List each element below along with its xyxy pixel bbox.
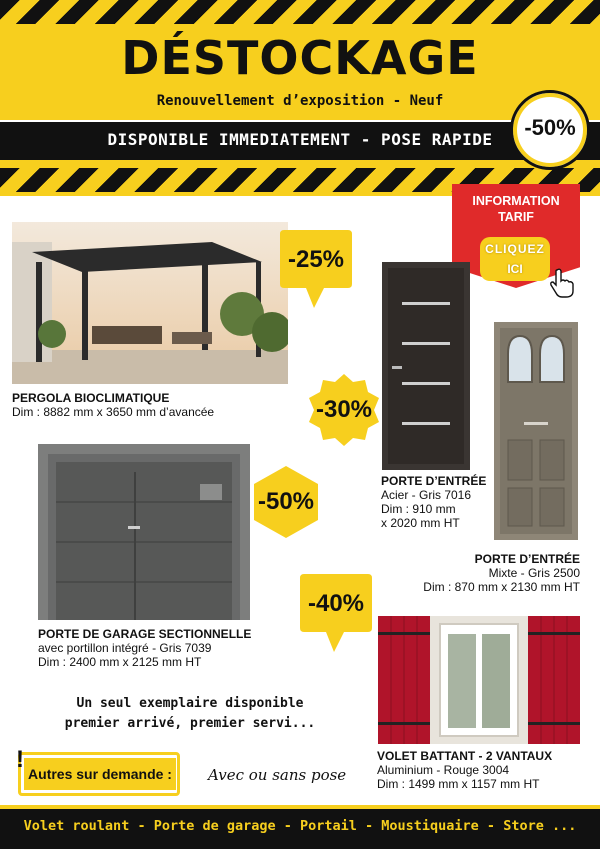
pergola-dims: Dim : 8882 mm x 3650 mm d’avancée (12, 405, 215, 419)
discount-text-garage: -50% (257, 488, 315, 515)
door1-caption (381, 474, 501, 530)
pergola-title: PERGOLA BIOCLIMATIQUE (12, 391, 170, 405)
garage-door-image (38, 444, 250, 620)
door1-material: Acier - Gris 7016 (381, 488, 472, 502)
door2-caption (420, 552, 580, 594)
pose-text: Avec ou sans pose (208, 766, 347, 784)
discount-badge-steel-door (306, 372, 382, 448)
volet-title: VOLET BATTANT - 2 VANTAUX (377, 749, 553, 763)
page-title: DÉSTOCKAGE (121, 31, 479, 85)
main-discount-text: -50% (524, 115, 576, 140)
volet-material: Aluminium - Rouge 3004 (377, 763, 510, 777)
exclamation-icon: ! (16, 746, 24, 773)
availability-text: DISPONIBLE IMMEDIATEMENT - POSE RAPIDE (107, 130, 493, 149)
pointing-hand-icon (548, 268, 574, 298)
info-tarif-line1: INFORMATION (472, 194, 560, 208)
discount-badge-pergola (278, 226, 354, 302)
door2-material: Mixte - Gris 2500 (488, 566, 580, 580)
page-subtitle: Renouvellement d’exposition - Neuf (156, 93, 444, 109)
pergola-image (12, 222, 288, 384)
cliquez-label: CLIQUEZ (485, 242, 545, 256)
note-line2: premier arrivé, premier servi... (64, 716, 316, 731)
single-unit-note (40, 694, 340, 734)
discount-badge-volet (298, 570, 374, 646)
info-tarif-line2: TARIF (498, 210, 534, 224)
on-demand-text: Autres sur demande : (28, 766, 172, 782)
pergola-caption (12, 391, 302, 419)
mixed-door-image (494, 322, 578, 540)
volet-caption (377, 749, 577, 791)
door1-dim-width: Dim : 910 mm (381, 502, 456, 516)
discount-text-pergola: -25% (287, 246, 345, 273)
main-discount-badge (510, 90, 590, 170)
door1-dim-height: x 2020 mm HT (381, 516, 460, 530)
discount-text-steel-door: -30% (315, 396, 373, 423)
door2-title: PORTE D’ENTRÉE (474, 552, 580, 566)
door2-dims: Dim : 870 mm x 2130 mm HT (423, 580, 580, 594)
garage-title: PORTE DE GARAGE SECTIONNELLE (38, 627, 252, 641)
ici-label: ICI (507, 262, 523, 276)
footer-products: Volet roulant - Porte de garage - Portail - Moustiquaire - Store ... (23, 818, 577, 834)
top-hazard-stripes (0, 0, 600, 24)
steel-door-image (382, 262, 470, 470)
garage-caption (38, 627, 268, 669)
volet-dims: Dim : 1499 mm x 1157 mm HT (377, 777, 540, 791)
discount-text-volet: -40% (307, 590, 365, 617)
footer-accent (0, 805, 600, 809)
note-line1: Un seul exemplaire disponible (76, 696, 304, 711)
door1-title: PORTE D’ENTRÉE (381, 474, 487, 488)
garage-dims: Dim : 2400 mm x 2125 mm HT (38, 655, 202, 669)
garage-portillon: avec portillon intégré - Gris 7039 (38, 641, 212, 655)
discount-badge-garage (248, 464, 324, 540)
shutter-image (378, 616, 580, 744)
